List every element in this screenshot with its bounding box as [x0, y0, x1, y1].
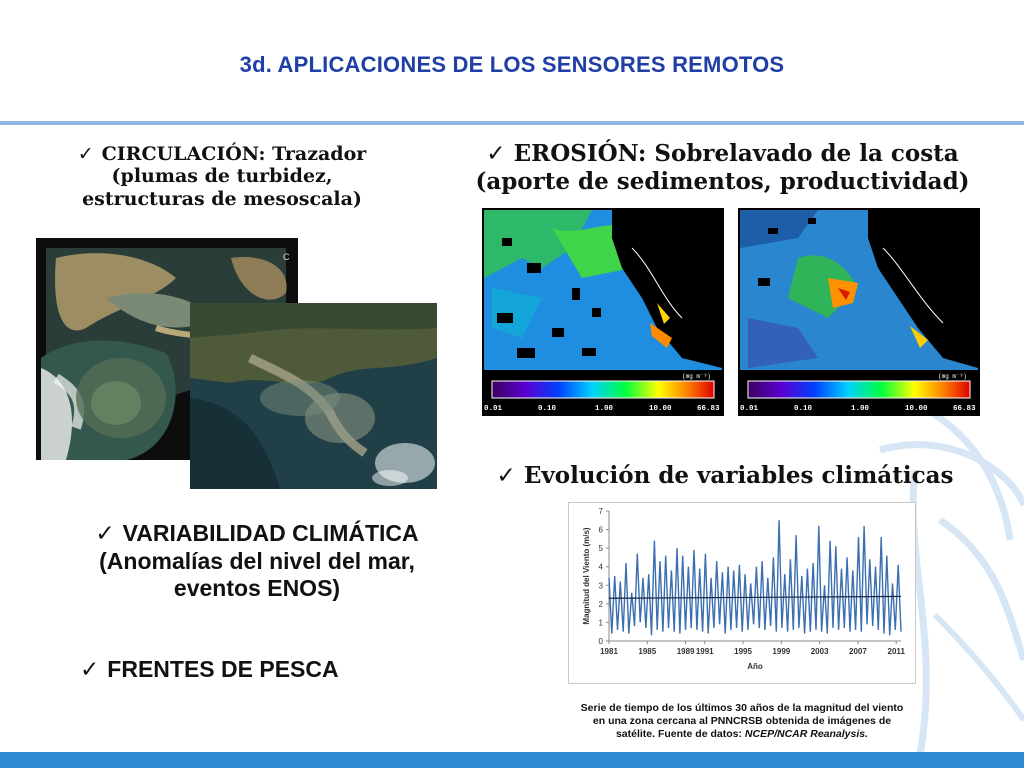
bullet-erosion	[470, 140, 975, 195]
chl1-tick-2: 1.00	[595, 405, 614, 413]
caption-source: NCEP/NCAR Reanalysis.	[744, 728, 869, 741]
x-tick-label: 1985	[638, 647, 657, 656]
wind-timeseries-chart	[568, 502, 916, 684]
chl1-tick-3: 10.00	[649, 405, 672, 413]
x-tick-label: 1991	[695, 647, 714, 656]
y-tick-label: 3	[598, 581, 603, 591]
chl1-tick-1: 0.10	[538, 405, 557, 413]
check-icon: ✓	[95, 521, 115, 547]
bullet-circulacion	[52, 143, 392, 210]
x-tick-label: 2011	[887, 647, 905, 656]
chl1-unit: (mg m⁻³)	[682, 373, 711, 380]
x-tick-label: 1989	[676, 647, 695, 656]
y-tick-label: 7	[598, 507, 603, 516]
y-tick-label: 1	[598, 618, 603, 628]
satellite-photo-delta	[190, 303, 437, 489]
caption-line1: Serie de tiempo de los últimos 30 años de la magnitud del viento	[580, 702, 904, 714]
bullet-frentes	[80, 656, 400, 684]
chlorophyll-map-1	[482, 208, 724, 416]
bullet-evolucion	[490, 462, 960, 490]
chart-caption	[562, 702, 922, 741]
bullet-variabilidad-line2: (Anomalías del nivel del mar,	[99, 548, 415, 575]
check-icon: ✓	[486, 141, 506, 167]
y-tick-label: 0	[598, 637, 603, 646]
chl2-tick-2: 1.00	[851, 405, 870, 413]
y-axis-label: Magnitud del Viento (m/s)	[582, 527, 591, 625]
chlorophyll-map-2	[738, 208, 980, 416]
check-icon: ✓	[80, 657, 100, 683]
chl2-unit: (mg m⁻³)	[938, 373, 967, 380]
wind-timeseries-svg	[569, 503, 915, 683]
chl2-tick-1: 0.10	[794, 405, 813, 413]
y-tick-label: 5	[598, 544, 603, 554]
chl2-tick-4: 66.83	[953, 405, 976, 413]
bullet-evolucion-line1: Evolución de variables climáticas	[523, 462, 954, 489]
check-icon: ✓	[77, 143, 94, 165]
bullet-variabilidad-line1: VARIABILIDAD CLIMÁTICA	[122, 520, 419, 546]
chl1-tick-4: 66.83	[697, 405, 720, 413]
slide-title: 3d. APLICACIONES DE LOS SENSORES REMOTOS	[239, 52, 785, 77]
check-icon: ✓	[496, 463, 516, 489]
x-tick-label: 1981	[600, 647, 618, 656]
x-tick-label: 2007	[849, 647, 867, 656]
bullet-variabilidad-line3: eventos ENOS)	[173, 575, 341, 602]
title-rule	[0, 121, 1024, 125]
x-tick-label: 1999	[772, 647, 791, 656]
x-tick-label: 2003	[810, 647, 829, 656]
caption-line2: en una zona cercana al PNNCRSB obtenida de imágenes de	[592, 715, 892, 728]
y-tick-label: 6	[598, 525, 603, 535]
caption-line3-prefix: satélite. Fuente de datos:	[615, 728, 745, 741]
y-tick-label: 4	[598, 562, 603, 572]
x-tick-label: 1995	[734, 647, 752, 656]
chl2-tick-0: 0.01	[740, 405, 759, 413]
y-tick-label: 2	[598, 599, 603, 609]
chl2-tick-3: 10.00	[905, 405, 928, 413]
bullet-circulacion-line1: CIRCULACIÓN: Trazador	[101, 143, 367, 165]
x-axis-label: Año	[747, 662, 763, 671]
wind-series-line	[609, 520, 901, 635]
bullet-frentes-line1: FRENTES DE PESCA	[107, 656, 339, 682]
bullet-variabilidad	[42, 520, 472, 602]
bullet-erosion-line2: (aporte de sedimentos, productividad)	[475, 168, 970, 196]
footer-bar	[0, 752, 1024, 768]
bullet-circulacion-line3: estructuras de mesoscala)	[82, 187, 362, 210]
bullet-circulacion-line2: (plumas de turbidez,	[111, 165, 333, 188]
photo-corner-label: C	[283, 252, 290, 262]
chl1-tick-0: 0.01	[484, 405, 503, 413]
bullet-erosion-line1: EROSIÓN: Sobrelavado de la costa	[513, 140, 959, 167]
